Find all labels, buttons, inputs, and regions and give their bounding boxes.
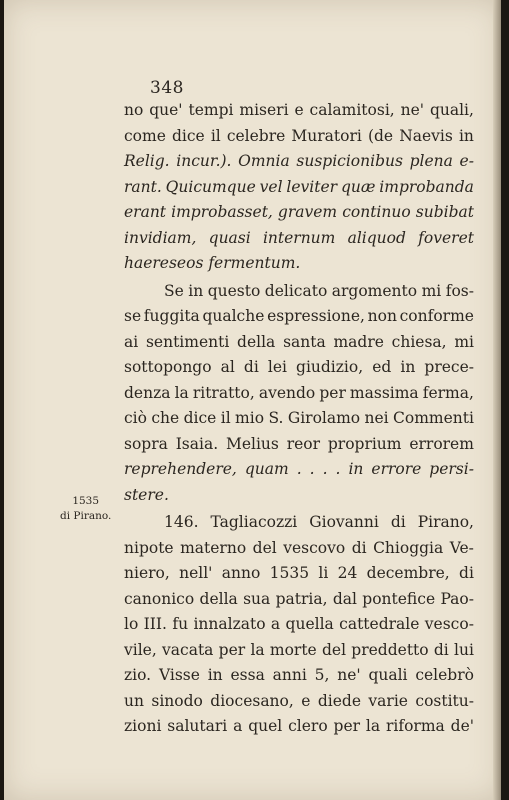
text-line: Se in questo delicato argomento mi fos-	[164, 281, 474, 300]
text-line: canonico della sua patria, dal pontefice Pao-	[124, 589, 474, 608]
text-line: ai sentimenti della santa madre chiesa, mi	[124, 332, 474, 351]
margin-note-year: 1535	[72, 495, 100, 507]
text-line: lo III. fu innalzato a quella cattedrale vesco-	[124, 615, 474, 633]
page-number: 348	[150, 78, 184, 98]
text-line: stere.	[124, 485, 169, 504]
text-line: reprehendere, quam . . . . in errore persi-	[124, 460, 474, 478]
page-edge	[493, 0, 501, 800]
text-line: ciò che dice il mio S. Girolamo nei Commenti	[124, 409, 474, 427]
text-line: haereseos fermentum.	[124, 254, 301, 272]
book-page	[4, 0, 501, 800]
text-line: no que' tempi miseri e calamitosi, ne' quali,	[124, 101, 474, 119]
text-line: rant. Quicumque vel leviter quæ improbanda	[124, 177, 474, 196]
text-line: sottopongo al di lei giudizio, ed in prece-	[124, 358, 474, 376]
text-line: invidiam, quasi internum aliquod foveret	[124, 228, 474, 247]
text-line: un sinodo diocesano, e diede varie costitu-	[124, 691, 474, 710]
text-line: erant improbasset, gravem continuo subibat	[124, 203, 474, 221]
text-line-section-146: 146. Tagliacozzi Giovanni di Pirano,	[164, 513, 474, 531]
body-text	[124, 98, 474, 740]
text-line: zioni salutari a quel clero per la riforma de'	[124, 717, 474, 735]
text-line-content: come dice il celebre Muratori (de Naevis in	[124, 126, 474, 145]
text-line: se fuggita qualche espressione, non conforme	[124, 307, 474, 325]
text-line: denza la ritratto, avendo per massima ferma,	[124, 383, 474, 402]
margin-note	[60, 494, 111, 524]
text-line: niero, nell' anno 1535 li 24 decembre, di	[124, 564, 474, 582]
margin-note-place: di Pirano.	[60, 510, 112, 522]
text-line: vile, vacata per la morte del preddetto di lui	[124, 640, 474, 659]
text-line	[124, 124, 474, 150]
text-line: Relig. incur.). Omnia suspicionibus plena e-	[124, 152, 474, 170]
text-line: nipote materno del vescovo di Chioggia Ve-	[124, 538, 474, 557]
text-line: zio. Visse in essa anni 5, ne' quali celebrò	[124, 666, 474, 684]
text-line: sopra Isaia. Melius reor proprium errorem	[124, 434, 474, 453]
